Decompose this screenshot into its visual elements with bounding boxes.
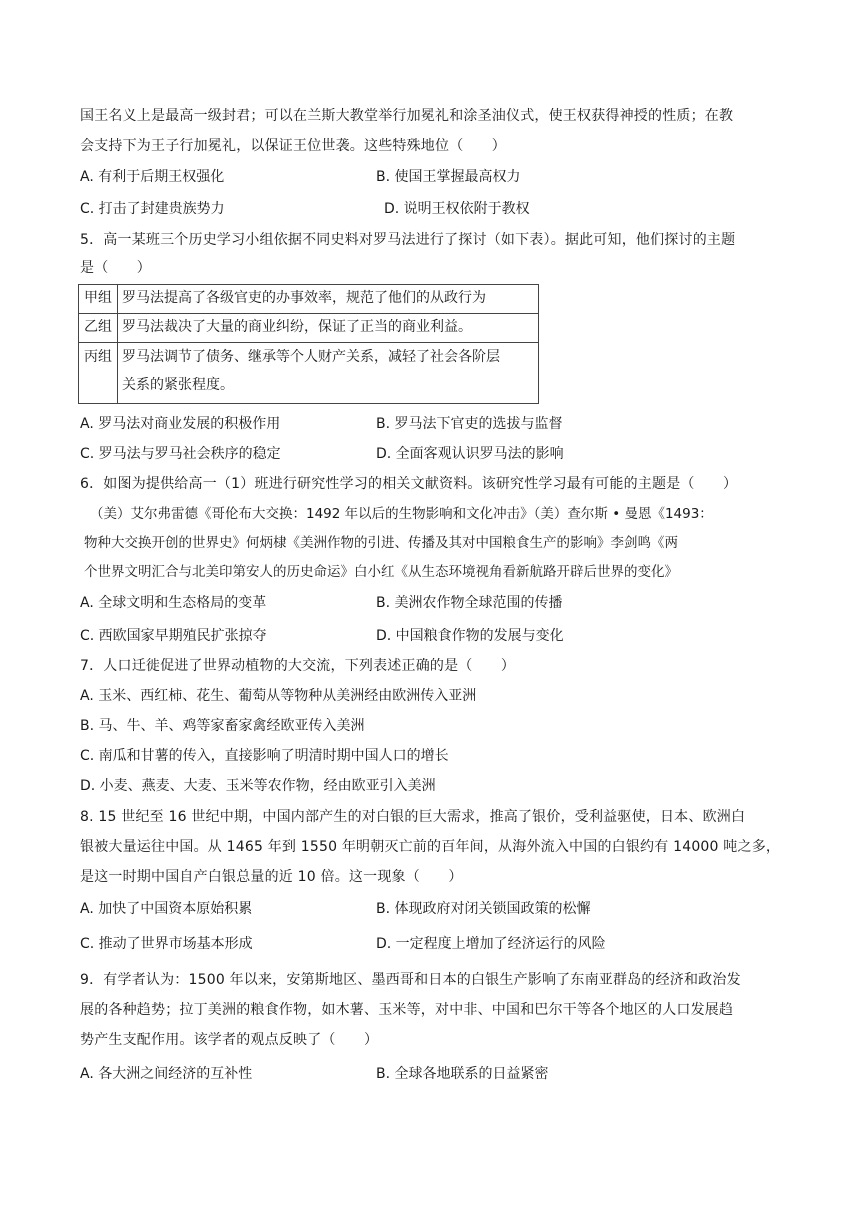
group-cell: 丙组 (79, 343, 118, 404)
q6-option-c[interactable]: C. 西欧国家早期殖民扩张掠夺 (80, 628, 267, 644)
q6-option-d[interactable]: D. 中国粮食作物的发展与变化 (376, 628, 564, 644)
q5-option-b[interactable]: B. 罗马法下官吏的选拔与监督 (376, 416, 563, 432)
q9-stem-line-2: 展的各种趋势；拉丁美洲的粮食作物，如木薯、玉米等，对中非、中国和巴尔干等各个地区的人口发展趋 (80, 1002, 734, 1018)
group-cell: 甲组 (79, 285, 118, 314)
q8-option-d[interactable]: D. 一定程度上增加了经济运行的风险 (376, 936, 606, 952)
q9-stem-line-3: 势产生支配作用。该学者的观点反映了（ ） (80, 1032, 379, 1048)
q6-stem: 6．如图为提供给高一（1）班进行研究性学习的相关文献资料。该研究性学习最有可能的主题是（ ） (80, 476, 738, 492)
q9-option-a[interactable]: A. 各大洲之间经济的互补性 (80, 1066, 253, 1082)
q6-source-line-2: 物种大交换开创的世界史》何炳棣《美洲作物的引进、传播及其对中国粮食生产的影响》李剑鸣《两 (84, 535, 678, 551)
q7-option-d[interactable]: D. 小麦、燕麦、大麦、玉米等农作物，经由欧亚引入美洲 (80, 778, 436, 794)
content-cell: 罗马法裁决了大量的商业纠纷，保证了正当的商业利益。 (118, 314, 539, 343)
content-cell-line-2: 关系的紧张程度。 (122, 377, 234, 393)
q4-stem-line-1: 国王名义上是最高一级封君；可以在兰斯大教堂举行加冕礼和涂圣油仪式，使王权获得神授的性质；在教 (80, 108, 734, 124)
q7-option-c[interactable]: C. 南瓜和甘薯的传入，直接影响了明清时期中国人口的增长 (80, 748, 449, 764)
table-row (79, 314, 539, 343)
content-cell: 罗马法提高了各级官吏的办事效率，规范了他们的从政行为 (118, 285, 539, 314)
q8-stem-line-2: 银被大量运往中国。从 1465 年到 1550 年明朝灭亡前的百年间，从海外流入中国的白银约有 14000 吨之多， (80, 839, 781, 855)
q8-option-c[interactable]: C. 推动了世界市场基本形成 (80, 936, 253, 952)
q6-source-line-3: 个世界文明汇合与北美印第安人的历史命运》白小红《从生态环境视角看新航路开辟后世界的变化》 (84, 564, 678, 580)
q8-stem-line-1: 8. 15 世纪至 16 世纪中期，中国内部产生的对白银的巨大需求，推高了银价，受利益驱使，日本、欧洲白 (80, 809, 746, 825)
q9-stem-line-1: 9．有学者认为：1500 年以来，安第斯地区、墨西哥和日本的白银生产影响了东南亚群岛的经济和政治发 (80, 972, 741, 988)
content-cell (118, 343, 539, 404)
q8-option-b[interactable]: B. 体现政府对闭关锁国政策的松懈 (376, 901, 591, 917)
content-cell-line-1: 罗马法调节了债务、继承等个人财产关系，减轻了社会各阶层 (122, 349, 500, 365)
table-row (79, 343, 539, 404)
q5-option-d[interactable]: D. 全面客观认识罗马法的影响 (376, 446, 564, 462)
q5-stem-line-1: 5．高一某班三个历史学习小组依据不同史料对罗马法进行了探讨（如下表）。据此可知，他们探讨的主题 (80, 232, 736, 248)
q4-option-b[interactable]: B. 使国王掌握最高权力 (376, 169, 521, 185)
q7-stem: 7．人口迁徙促进了世界动植物的大交流，下列表述正确的是（ ） (80, 658, 516, 674)
q4-option-d[interactable]: D. 说明王权依附于教权 (384, 201, 530, 217)
q4-stem-line-2: 会支持下为王子行加冕礼，以保证王位世袭。这些特殊地位（ ） (80, 138, 506, 154)
q7-option-a[interactable]: A. 玉米、西红柿、花生、葡萄从等物种从美洲经由欧洲传入亚洲 (80, 688, 477, 704)
q7-option-b[interactable]: B. 马、牛、羊、鸡等家畜家禽经欧亚传入美洲 (80, 718, 365, 734)
q4-option-a[interactable]: A. 有利于后期王权强化 (80, 169, 225, 185)
q8-option-a[interactable]: A. 加快了中国资本原始积累 (80, 901, 253, 917)
q5-option-c[interactable]: C. 罗马法与罗马社会秩序的稳定 (80, 446, 281, 462)
q4-option-c[interactable]: C. 打击了封建贵族势力 (80, 201, 225, 217)
q5-option-a[interactable]: A. 罗马法对商业发展的积极作用 (80, 416, 281, 432)
q9-option-b[interactable]: B. 全球各地联系的日益紧密 (376, 1066, 549, 1082)
q5-stem-line-2: 是（ ） (80, 260, 151, 276)
q6-source-line-1: （美）艾尔弗雷德《哥伦布大交换：1492 年以后的生物影响和文化冲击》（美）查尔斯 • 曼恩《1493： (90, 506, 713, 522)
q8-stem-line-3: 是这一时期中国自产白银总量的近 10 倍。这一现象（ ） (80, 869, 463, 885)
q6-option-b[interactable]: B. 美洲农作物全球范围的传播 (376, 595, 563, 611)
q5-table (78, 284, 539, 404)
q6-option-a[interactable]: A. 全球文明和生态格局的变革 (80, 595, 267, 611)
table-row (79, 285, 539, 314)
group-cell: 乙组 (79, 314, 118, 343)
